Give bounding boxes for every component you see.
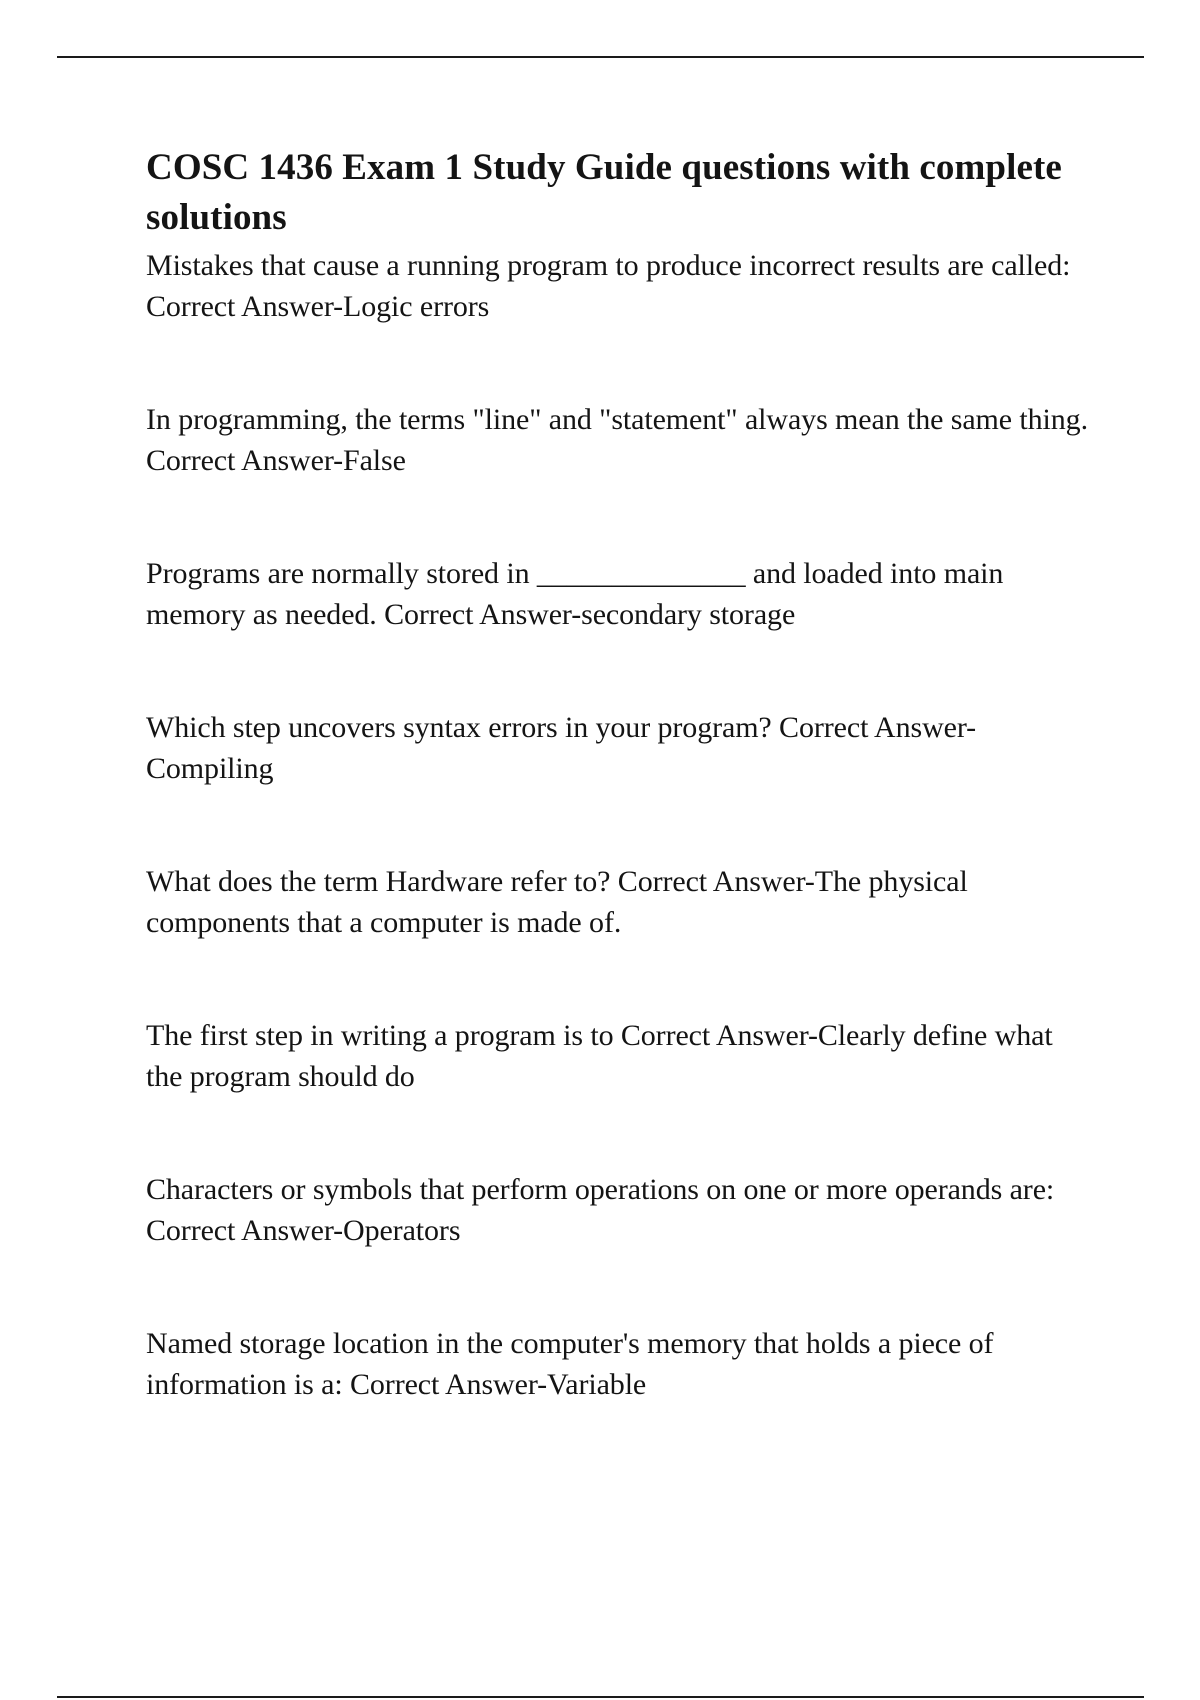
question-item: Mistakes that cause a running program to produce incorrect results are called: Correct Answer-Logic errors [146,249,1071,323]
footer-rule [57,1696,1144,1698]
document-body [146,143,1096,1405]
question-item: Named storage location in the computer's memory that holds a piece of information is a: Correct Answer-Variable [146,1327,994,1401]
question-item: The first step in writing a program is to Correct Answer-Clearly define what the program should do [146,1019,1053,1093]
question-item: Characters or symbols that perform operations on one or more operands are: Correct Answer-Operators [146,1173,1055,1247]
question-item: In programming, the terms "line" and "statement" always mean the same thing. Correct Answer-False [146,403,1088,477]
header-rule [57,56,1144,58]
question-item: What does the term Hardware refer to? Correct Answer-The physical components that a computer is made of. [146,865,968,939]
question-item: Which step uncovers syntax errors in your program? Correct Answer-Compiling [146,711,977,785]
question-item: Programs are normally stored in ______________ and loaded into main memory as needed. Correct Answer-secondary storage [146,557,1004,631]
document-title: COSC 1436 Exam 1 Study Guide questions with complete solutions [146,147,1062,238]
question-list [146,245,1096,1405]
